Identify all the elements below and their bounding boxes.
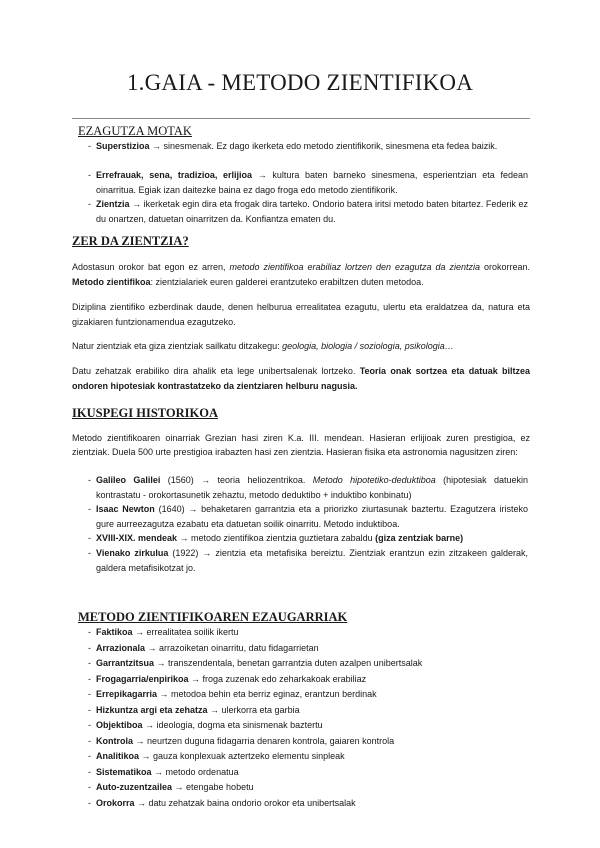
list-item: - Auto-zuzentzailea → etengabe hobetu <box>88 782 254 792</box>
list-item: - Sistematikoa → metodo ordenatua <box>88 766 239 777</box>
paragraph: Diziplina zientifiko ezberdinak daude, denen helburua errealitatea ezagutu, ulertu eta eraldatzea da, natura eta gizakiaren funtzionamendua ezagutzeko. <box>72 302 530 327</box>
list-item: - Orokorra → datu zehatzak baina ondorio orokor eta unibertsalak <box>88 797 356 808</box>
paragraph: Datu zehatzak erabiliko dira ahalik eta lege unibertsalenak lortzeko. Teoria onak sortzea eta datuak biltzea ondoren hipotesiak kontrastatzeko da zientziaren helburu nagusia. <box>72 366 530 391</box>
heading-zer-da-zientzia: ZER DA ZIENTZIA? <box>72 234 189 248</box>
list-item: - Superstizioa → sinesmenak. Ez dago ikerketa edo metodo zientifikorik, sinesmena eta fedea baizik. <box>88 141 498 151</box>
list-item: - Vienako zirkulua (1922) → zientzia eta metafisika bereiztu. Zientziak erantzun ezin zitzakeen galderak, galdera metafisikotzat jo. <box>88 548 528 573</box>
paragraph: Metodo zientifikoaren oinarriak Grezian hasi ziren K.a. III. mendean. Hasieran erlijioak zuren prestigioa, ez zientziak. Duela 500 urte prestigioa irabazten hasi zen zientzia. Hasieran fisika eta astronomia nagusitzen ziren: <box>72 433 530 457</box>
list-item: - Errepikagarria → metodoa behin eta berriz eginaz, erantzun berdinak <box>88 689 377 699</box>
paragraph: Adostasun orokor bat egon ez arren, metodo zientifikoa erabiliaz lortzen den ezagutza da zientzia orokorrean. Metodo zientifikoa: zientzialariek euren galderei erantzuteko erabiltzen duten metodoa. <box>72 262 531 287</box>
list-item: - XVIII-XIX. mendeak → metodo zientifikoa zientzia guztietara zabaldu (giza zentziak barne) <box>88 533 464 543</box>
list-item: - Analitikoa → gauza konplexuak aztertzeko elementu sinpleak <box>88 751 345 761</box>
title-divider <box>72 118 530 119</box>
heading-ikuspegi-historikoa: IKUSPEGI HISTORIKOA <box>72 406 218 420</box>
list-item: - Arrazionala → arrazoiketan oinarritu, datu fidagarrietan <box>88 642 319 653</box>
heading-ezaugarriak: METODO ZIENTIFIKOAREN EZAUGARRIAK <box>78 610 348 624</box>
list-item: - Errefrauak, sena, tradizioa, erlijioa → kultura baten barneko sinesmena, esperientzian eta fedean oinarritua. Egiak izan daitezke baina ez dago froga edo metodo zientifikorik. <box>88 170 528 195</box>
list-item: - Garrantzitsua → transzendentala, benetan garrantzia duten azalpen unibertsalak <box>88 658 423 668</box>
list-item: - Hizkuntza argi eta zehatza → ulerkorra eta garbia <box>88 704 300 715</box>
list-item: - Kontrola → neurtzen duguna fidagarria denaren kontrola, gaiaren kontrola <box>88 735 395 746</box>
list-item: - Zientzia → ikerketak egin dira eta frogak dira tarteko. Ondorio batera iritsi metodo baten bitartez. Federik ez du onartzen, datuetan oinarritzen da. Konfiantza ematen du. <box>88 199 528 224</box>
paragraph: Natur zientziak eta giza zientziak sailkatu ditzakegu: geologia, biologia / soziologia, psikologia… <box>72 341 454 351</box>
list-item: - Objektiboa → ideologia, dogma eta sinismenak baztertu <box>88 720 323 730</box>
heading-ezagutza-motak: EZAGUTZA MOTAK <box>78 124 192 138</box>
page-title: 1.GAIA - METODO ZIENTIFIKOA <box>126 70 474 95</box>
list-item: - Galileo Galilei (1560) → teoria heliozentrikoa. Metodo hipotetiko-deduktiboa (hipotesiak datuekin kontrastatu - orokortasunetik zehaztu, metodo deduktibo + induktibo konbinatu) <box>88 475 528 500</box>
list-item: - Faktikoa → errealitatea soilik ikertu <box>88 627 239 637</box>
list-item: - Frogagarria/enpirikoa → froga zuzenak edo zeharkakoak erabiliaz <box>88 673 367 684</box>
list-item: - Isaac Newton (1640) → behaketaren garrantzia eta a priorizko ziurtasunak baztertu. Ezagutzera iristeko gure aurreezagutza ezabatu eta datuetan soilik oinarritu. Metodo induktiboa. <box>88 504 528 529</box>
